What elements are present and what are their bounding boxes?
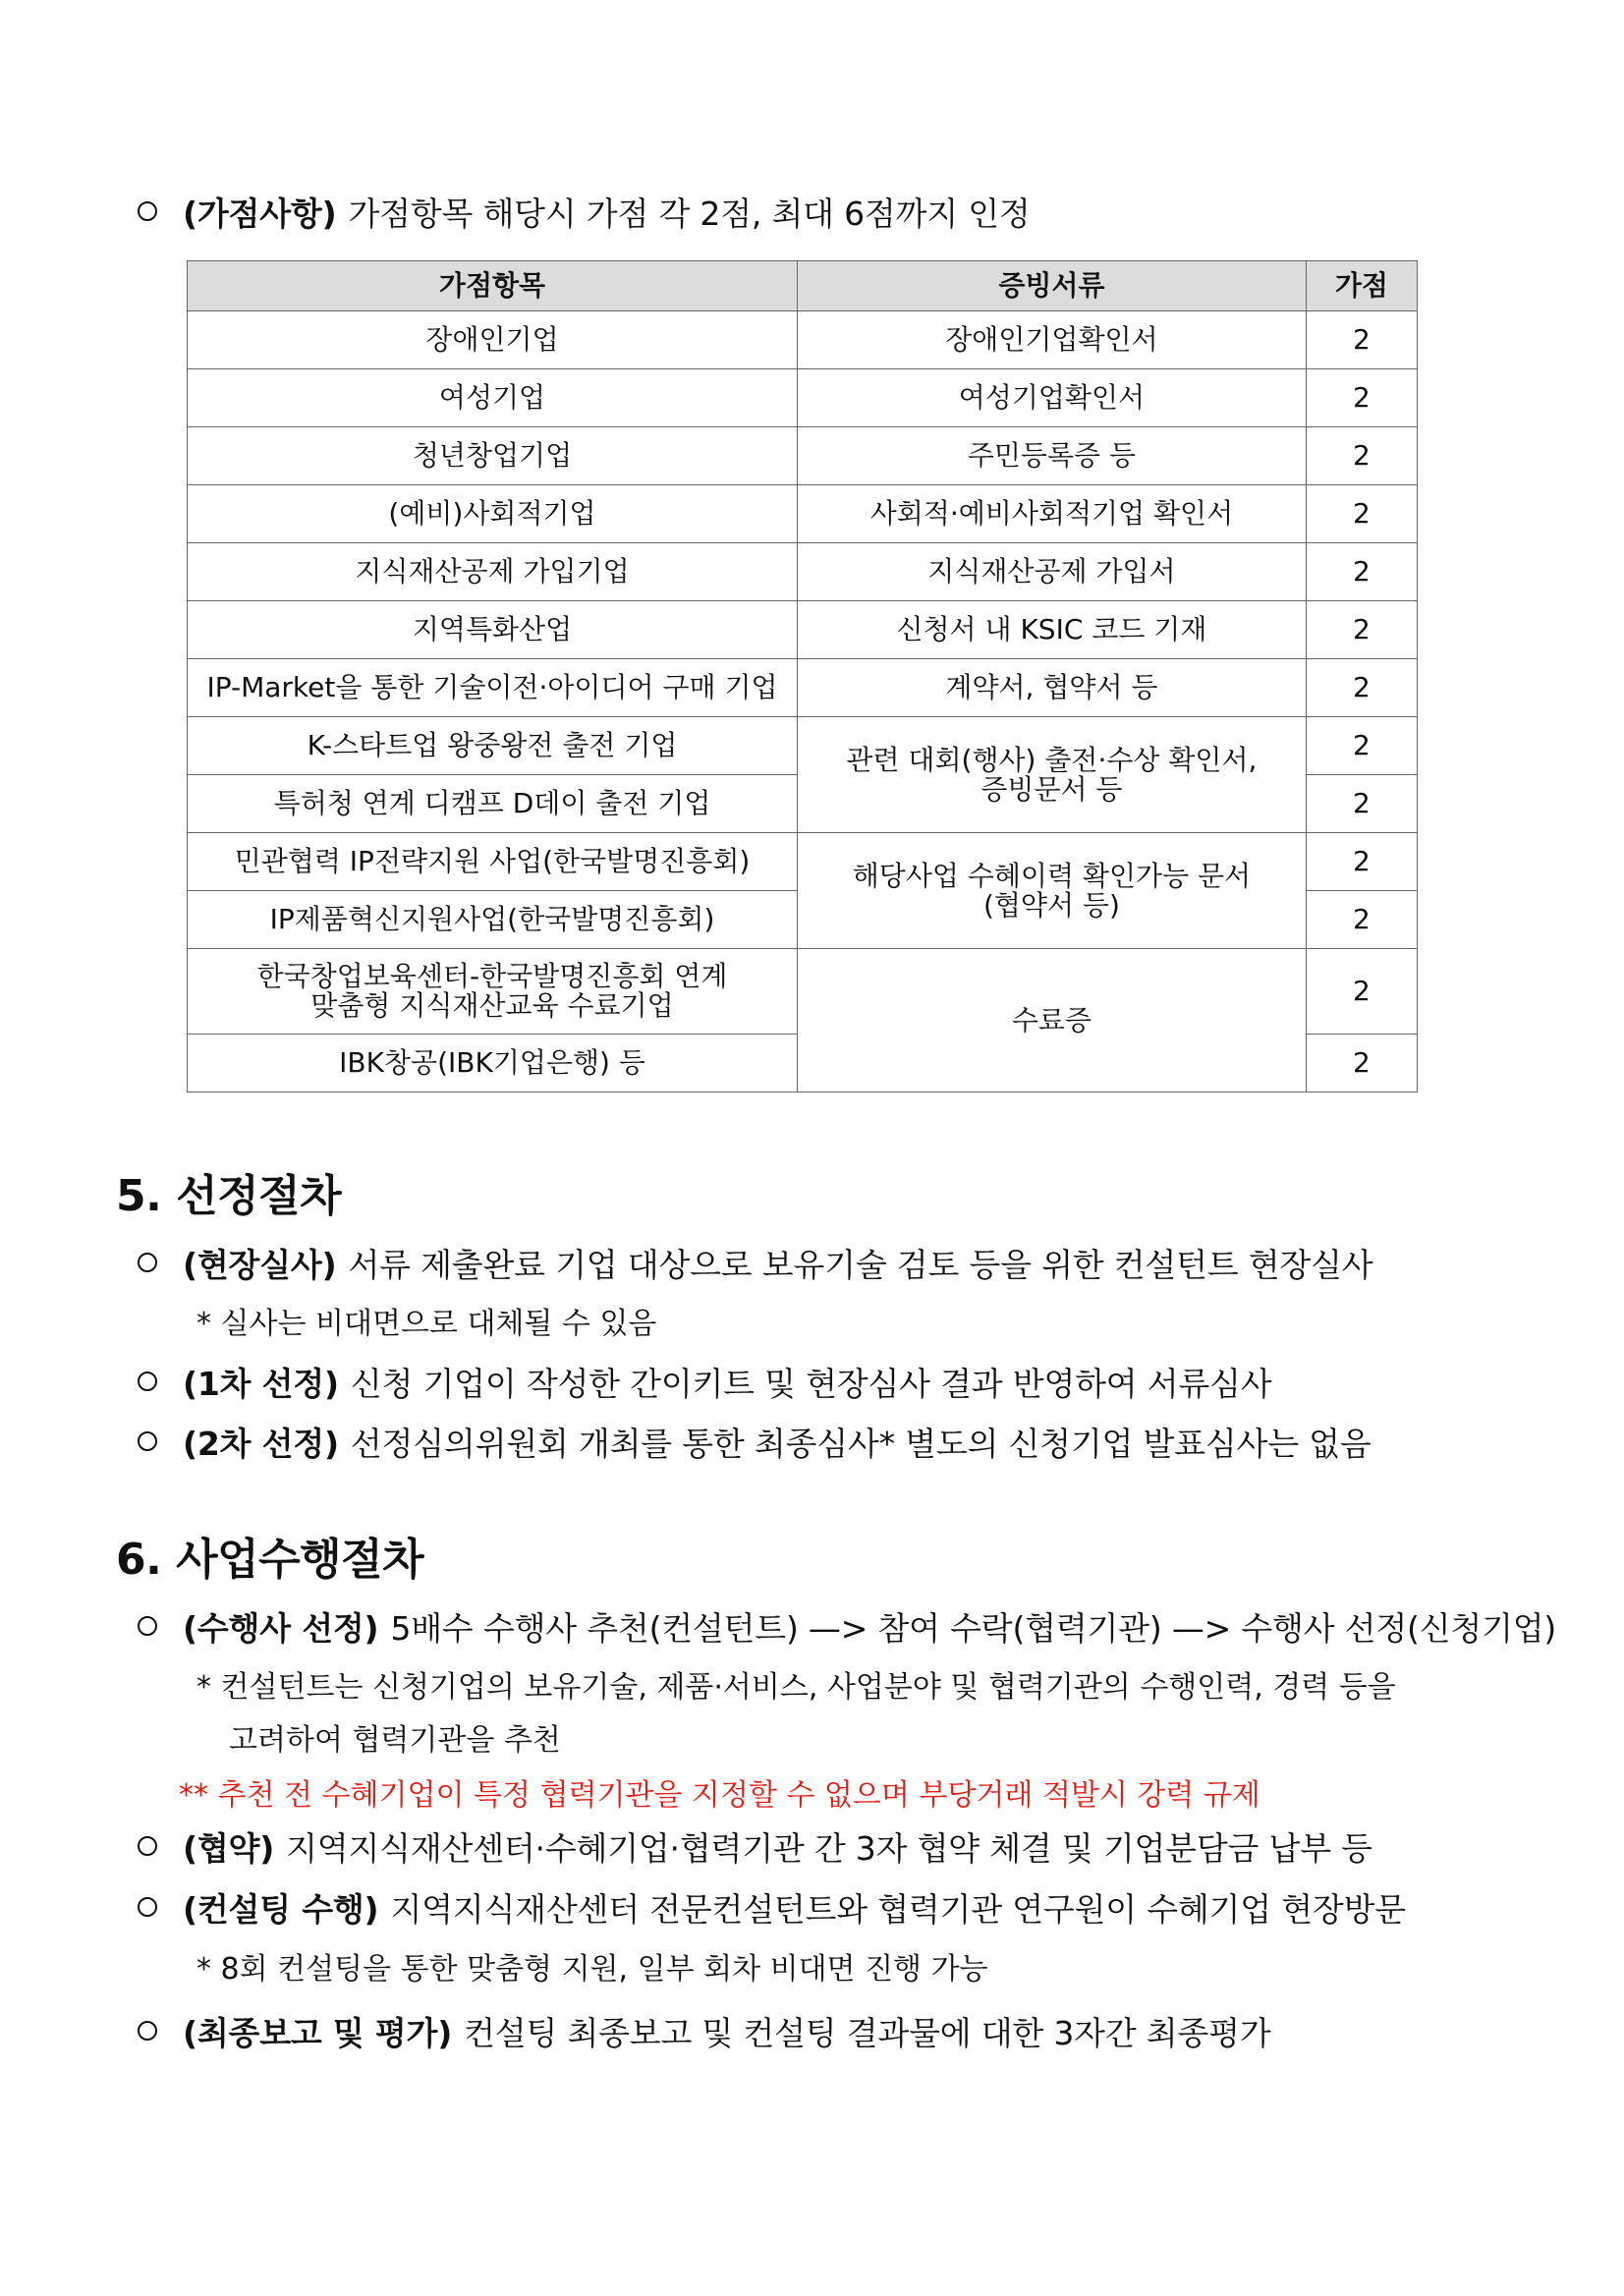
item-label: (컨설팅 수행)	[183, 1890, 379, 1929]
docs-cell: 지식재산공제 가입서	[798, 543, 1307, 601]
circle-bullet-icon	[138, 1431, 157, 1451]
item-text: 서류 제출완료 기업 대상으로 보유기술 검토 등을 위한 컨설턴트 현장실사	[348, 1246, 1373, 1284]
points-cell: 2	[1306, 833, 1417, 891]
docs-line: 관련 대회(행사) 출전·수상 확인서,	[846, 743, 1258, 776]
table-row	[188, 601, 1418, 659]
item-cell: 여성기업	[188, 369, 798, 427]
item-cell-two-line	[188, 949, 798, 1035]
item-cell: (예비)사회적기업	[188, 485, 798, 543]
table-row	[188, 543, 1418, 601]
circle-bullet-icon	[138, 1897, 157, 1917]
item-cell: 특허청 연계 디캠프 D데이 출전 기업	[188, 775, 798, 833]
circle-bullet-icon	[138, 2021, 157, 2041]
item-cell: K-스타트업 왕중왕전 출전 기업	[188, 717, 798, 775]
item-label: (수행사 선정)	[183, 1609, 379, 1648]
item-label: (1차 선정)	[183, 1365, 339, 1403]
docs-cell: 여성기업확인서	[798, 369, 1307, 427]
section6-note-cont: 고려하여 협력기관을 추천	[229, 1723, 561, 1758]
item-cell: 민관협력 IP전략지원 사업(한국발명진흥회)	[188, 833, 798, 891]
item-line: 맞춤형 지식재산교육 수료기업	[310, 989, 674, 1022]
item-text: 지역지식재산센터·수혜기업·협력기관 간 3자 협약 체결 및 기업분담금 납부 등	[286, 1829, 1372, 1868]
bonus-intro-text: 가점항목 해당시 가점 각 2점, 최대 6점까지 인정	[348, 195, 1031, 233]
section6-item	[138, 1607, 1556, 1651]
points-cell: 2	[1306, 775, 1417, 833]
header-item: 가점항목	[188, 261, 798, 311]
table-row	[188, 717, 1418, 775]
header-points: 가점	[1306, 261, 1417, 311]
section5-note: * 실사는 비대면으로 대체될 수 있음	[196, 1307, 657, 1341]
circle-bullet-icon	[138, 201, 157, 221]
warning-note: ** 추천 전 수혜기업이 특정 협력기관을 지정할 수 없으며 부당거래 적발시 강력 규제	[179, 1778, 1260, 1813]
item-line: 한국창업보육센터-한국발명진흥회 연계	[256, 960, 728, 992]
item-cell: 청년창업기업	[188, 427, 798, 485]
item-cell: 지역특화산업	[188, 601, 798, 659]
points-cell: 2	[1306, 427, 1417, 485]
section5-item	[138, 1244, 1372, 1287]
bonus-intro-line	[138, 193, 1031, 236]
item-label: (2차 선정)	[183, 1425, 339, 1463]
docs-line: 해당사업 수혜이력 확인가능 문서	[852, 859, 1252, 892]
points-cell: 2	[1306, 369, 1417, 427]
header-docs: 증빙서류	[798, 261, 1307, 311]
docs-cell: 장애인기업확인서	[798, 311, 1307, 369]
points-cell: 2	[1306, 1035, 1417, 1092]
item-label: (최종보고 및 평가)	[183, 2014, 453, 2052]
table-row	[188, 485, 1418, 543]
docs-cell-merged	[798, 717, 1307, 833]
table-row	[188, 949, 1418, 1035]
item-text: 지역지식재산센터 전문컨설턴트와 협력기관 연구원이 수혜기업 현장방문	[390, 1890, 1406, 1929]
circle-bullet-icon	[138, 1836, 157, 1856]
docs-line: 증빙문서 등	[980, 772, 1123, 806]
docs-cell-merged: 수료증	[798, 949, 1307, 1092]
table-row	[188, 659, 1418, 717]
docs-cell: 주민등록증 등	[798, 427, 1307, 485]
table-row	[188, 369, 1418, 427]
section6-note: * 8회 컨설팅을 통한 맞춤형 지원, 일부 회차 비대면 진행 가능	[196, 1952, 988, 1987]
item-label: (현장실사)	[183, 1246, 337, 1284]
item-label: (협약)	[183, 1829, 275, 1868]
item-cell: IP-Market을 통한 기술이전·아이디어 구매 기업	[188, 659, 798, 717]
item-text: 5배수 수행사 추천(컨설턴트) —> 참여 수락(협력기관) —> 수행사 선정(신청기업)	[390, 1609, 1557, 1648]
section6-item	[138, 2012, 1271, 2055]
item-cell: IP제품혁신지원사업(한국발명진흥회)	[188, 891, 798, 949]
points-cell: 2	[1306, 717, 1417, 775]
points-cell: 2	[1306, 601, 1417, 659]
points-cell: 2	[1306, 659, 1417, 717]
item-text: 선정심의위원회 개최를 통한 최종심사* 별도의 신청기업 발표심사는 없음	[350, 1425, 1372, 1463]
points-cell: 2	[1306, 543, 1417, 601]
points-cell: 2	[1306, 485, 1417, 543]
section6-item	[138, 1827, 1372, 1871]
table-row	[188, 427, 1418, 485]
item-text: 신청 기업이 작성한 간이키트 및 현장심사 결과 반영하여 서류심사	[350, 1365, 1272, 1403]
item-text: 컨설팅 최종보고 및 컨설팅 결과물에 대한 3자간 최종평가	[464, 2014, 1271, 2052]
section6-item	[138, 1888, 1406, 1932]
docs-line: (협약서 등)	[982, 888, 1120, 922]
table-row	[188, 833, 1418, 891]
bonus-table	[187, 260, 1418, 1092]
section5-title: 5. 선정절차	[116, 1171, 342, 1221]
table-row	[188, 311, 1418, 369]
points-cell: 2	[1306, 949, 1417, 1035]
points-cell: 2	[1306, 891, 1417, 949]
circle-bullet-icon	[138, 1253, 157, 1272]
docs-cell-merged	[798, 833, 1307, 949]
item-cell: 지식재산공제 가입기업	[188, 543, 798, 601]
docs-cell: 신청서 내 KSIC 코드 기재	[798, 601, 1307, 659]
circle-bullet-icon	[138, 1372, 157, 1391]
points-cell: 2	[1306, 311, 1417, 369]
item-cell: 장애인기업	[188, 311, 798, 369]
docs-cell: 계약서, 협약서 등	[798, 659, 1307, 717]
circle-bullet-icon	[138, 1616, 157, 1636]
section6-title: 6. 사업수행절차	[116, 1535, 424, 1585]
section6-note: * 컨설턴트는 신청기업의 보유기술, 제품·서비스, 사업분야 및 협력기관의 수행인력, 경력 등을	[196, 1670, 1396, 1705]
bonus-intro-label: (가점사항)	[183, 195, 337, 233]
section5-item	[138, 1423, 1372, 1466]
table-header-row	[188, 261, 1418, 311]
section5-item	[138, 1363, 1271, 1406]
docs-cell: 사회적·예비사회적기업 확인서	[798, 485, 1307, 543]
item-cell: IBK창공(IBK기업은행) 등	[188, 1035, 798, 1092]
